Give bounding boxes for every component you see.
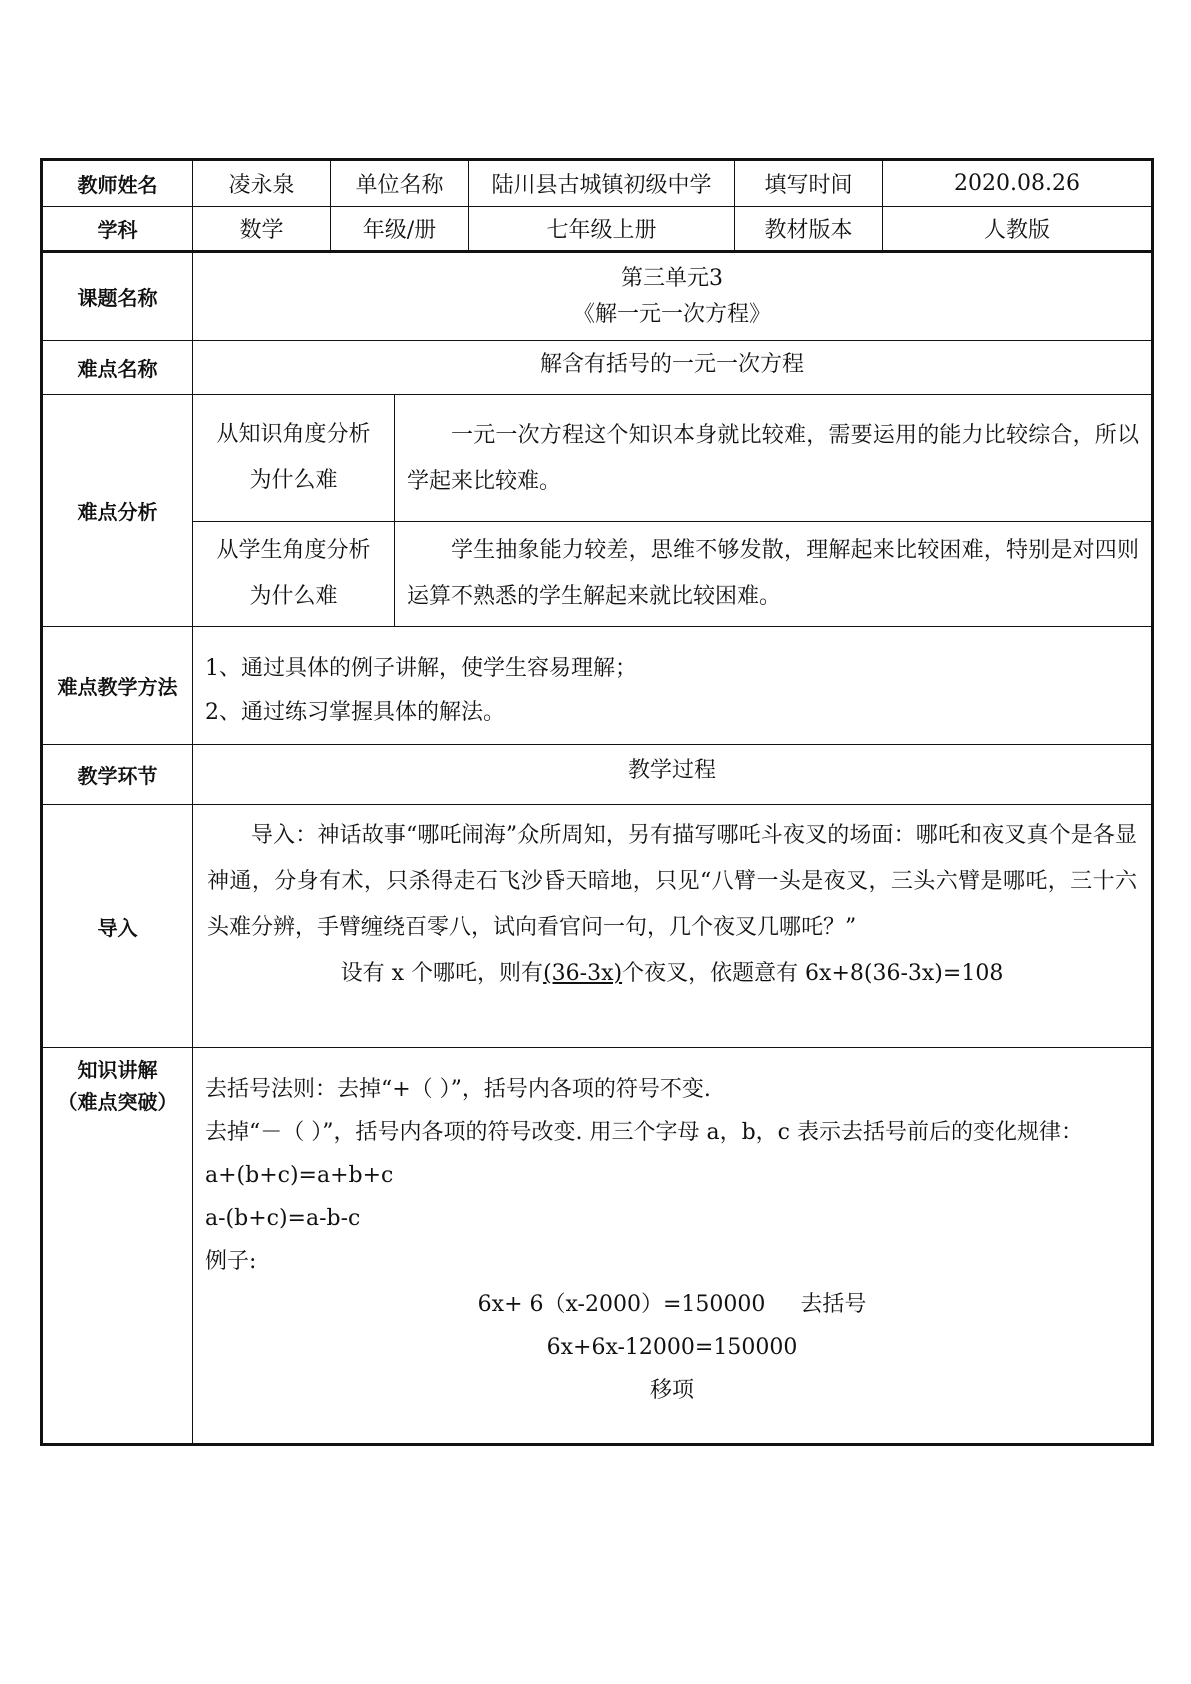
grade-label: 年级/册 (331, 207, 469, 250)
intro-row (43, 805, 1151, 1048)
date-label: 填写时间 (735, 161, 883, 206)
student-angle-line-2: 为什么难 (249, 584, 338, 609)
analysis-row (43, 395, 1151, 627)
knowledge-angle-label (193, 395, 395, 521)
example-line-1: 6x+ 6（x-2000）=150000 去括号 (477, 1292, 867, 1317)
unit-value: 陆川县古城镇初级中学 (469, 161, 735, 206)
topic-value (193, 253, 1151, 340)
topic-label: 课题名称 (43, 253, 193, 340)
formula-2: a-(b+c)=a-b-c (205, 1206, 361, 1231)
edition-value: 人教版 (983, 218, 1050, 243)
example-line-2: 6x+6x-12000=150000 (546, 1335, 798, 1360)
method-item-2: 2、通过练习掌握具体的解法。 (205, 700, 505, 725)
topic-line-2: 《解一元一次方程》 (572, 301, 771, 327)
rule-1: 去括号法则：去掉“+（ ）”，括号内各项的符号不变. (205, 1077, 711, 1102)
intro-equation-pre: 设有 x 个哪吒，则有 (340, 961, 544, 986)
knowledge-analysis-row (193, 395, 1151, 522)
knowledge-row (43, 1048, 1151, 1443)
method-item-1: 1、通过具体的例子讲解，使学生容易理解； (205, 656, 637, 681)
topic-row (43, 253, 1151, 341)
difficulty-label: 难点名称 (43, 341, 193, 394)
difficulty-row (43, 341, 1151, 395)
knowledge-angle-text: 一元一次方程这个知识本身就比较难，需要运用的能力比较综合，所以学起来比较难。 (407, 423, 1139, 494)
header-row-2 (43, 207, 1151, 253)
topic-line-1: 第三单元3 (621, 265, 723, 291)
process-label: 教学环节 (43, 745, 193, 804)
method-row (43, 627, 1151, 745)
process-value: 教学过程 (627, 758, 716, 783)
student-angle-text: 学生抽象能力较差，思维不够发散，理解起来比较困难，特别是对四则运算不熟悉的学生解起来就比较困难。 (407, 538, 1139, 609)
intro-equation-post: 个夜叉，依题意有 6x+8(36-3x)=108 (622, 961, 1004, 986)
edition-label: 教材版本 (735, 207, 883, 250)
lesson-plan-table (40, 158, 1154, 1446)
knowledge-content (193, 1048, 1151, 1443)
student-analysis-row (193, 522, 1151, 626)
difficulty-value: 解含有括号的一元一次方程 (539, 352, 804, 377)
knowledge-angle-line-2: 为什么难 (249, 468, 338, 493)
intro-label: 导入 (43, 805, 193, 1047)
subject-label: 学科 (43, 207, 193, 250)
rule-2: 去掉“－（ ）”，括号内各项的符号改变. 用三个字母 a，b，c 表示去括号前后的变化规律： (205, 1120, 1083, 1145)
knowledge-label-line-2: （难点突破） (57, 1090, 178, 1114)
intro-text: 导入：神话故事“哪吒闹海”众所周知，另有描写哪吒斗夜叉的场面：哪吒和夜叉真个是各显神通，分身有术，只杀得走石飞沙昏天暗地，只见“八臂一头是夜叉，三头六臂是哪吒，三十六头难分辨，手臂缠绕百零八，试向看官问一句，几个夜叉几哪吒？” (207, 823, 1137, 940)
method-value (193, 627, 1151, 744)
grade-value: 七年级上册 (469, 207, 735, 250)
analysis-label: 难点分析 (43, 395, 193, 626)
knowledge-label (43, 1048, 193, 1443)
example-line-3: 移项 (649, 1378, 694, 1403)
knowledge-angle-line-1: 从知识角度分析 (216, 422, 371, 447)
method-label: 难点教学方法 (43, 627, 193, 744)
intro-content (193, 805, 1151, 1047)
subject-value: 数学 (193, 207, 331, 250)
intro-equation (207, 951, 1137, 997)
header-row-1 (43, 161, 1151, 207)
example-label: 例子: (205, 1249, 257, 1274)
student-angle-line-1: 从学生角度分析 (216, 538, 371, 563)
knowledge-label-line-1: 知识讲解 (77, 1058, 158, 1082)
teacher-label: 教师姓名 (43, 161, 193, 206)
intro-equation-underlined: (36-3x) (543, 961, 623, 986)
teacher-value: 凌永泉 (193, 161, 331, 206)
date-value: 2020.08.26 (954, 171, 1080, 196)
student-angle-label (193, 522, 395, 626)
unit-label: 单位名称 (331, 161, 469, 206)
process-row (43, 745, 1151, 805)
formula-1: a+(b+c)=a+b+c (205, 1163, 394, 1188)
analysis-detail (193, 395, 1151, 626)
